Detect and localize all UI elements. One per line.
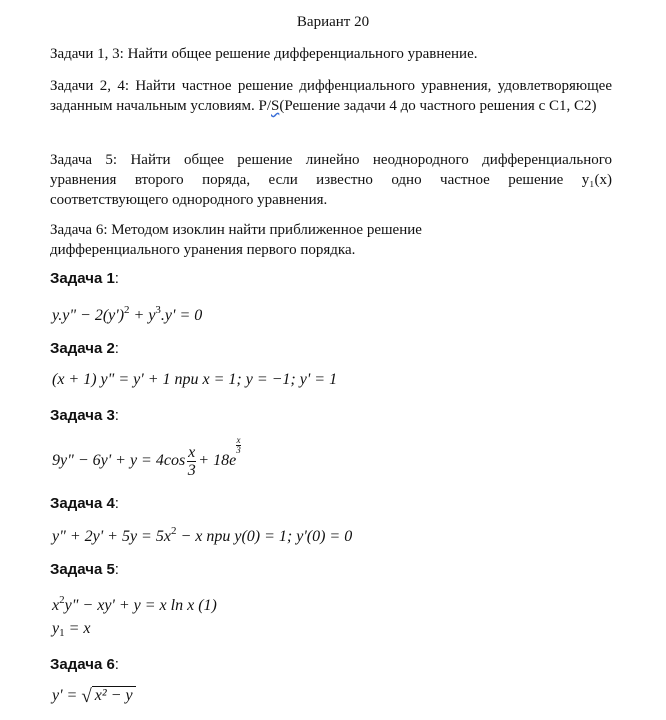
spellcheck-underlined-s: S [271, 98, 280, 114]
task-4-formula [52, 525, 352, 546]
intro-task-6-line2: дифференциального уранения первого порядка. [50, 242, 356, 258]
intro-task-6-line1: Задача 6: Методом изоклин найти приближенное решение [50, 222, 422, 238]
task-4-label: Задача 4 [50, 495, 115, 512]
task-5-heading [50, 561, 119, 578]
fraction-numerator: x [188, 443, 196, 461]
exponent-denominator: 3 [236, 445, 241, 455]
formula-part: y' = [52, 687, 82, 704]
task-2-formula [52, 371, 337, 389]
task-2-label: Задача 2 [50, 340, 115, 357]
square-root [81, 686, 135, 708]
task-1-formula [52, 304, 202, 325]
task-4-colon: : [114, 495, 119, 512]
task-5-label: Задача 5 [50, 561, 115, 578]
task-3-formula [52, 436, 241, 479]
intro-tasks-2-4 [50, 76, 612, 116]
radicand: x² − y [92, 686, 136, 705]
task-6-colon: : [114, 656, 119, 673]
formula-part: + y [129, 307, 156, 324]
formula-subscript: 1 [59, 627, 65, 639]
formula-exponent: 2 [124, 304, 130, 316]
formula-exponent: 2 [59, 594, 65, 606]
task-2-heading [50, 340, 119, 357]
formula-fraction [187, 444, 196, 479]
formula-part: x [52, 597, 60, 614]
task-2-colon: : [114, 340, 119, 357]
formula-part: + 18e [198, 452, 237, 469]
task-6-heading [50, 656, 119, 673]
task-3-colon: : [114, 407, 119, 424]
task-1-label: Задача 1 [50, 270, 115, 287]
formula-part: − x при y(0) = 1; y'(0) = 0 [176, 528, 353, 545]
task-1-heading [50, 270, 119, 287]
intro-tasks-2-4-main: Задачи 2, 4: Найти частное решение диффенциального уравнения, удовлетворяющее заданным начальным условиям. P/ [50, 78, 612, 114]
variant-title: Вариант 20 [296, 14, 370, 30]
intro-tasks-2-4-rest: (Решение задачи 4 до частного решения с С1, С2) [279, 98, 597, 114]
intro-task-6 [50, 220, 612, 260]
intro-tasks-1-3: Задачи 1, 3: Найти общее решение дифференциального уравнение. [50, 46, 478, 62]
task-1-colon: : [114, 270, 119, 287]
radical-sign: √ [81, 686, 92, 707]
task-5-particular-solution [52, 620, 91, 639]
task-6-label: Задача 6 [50, 656, 115, 673]
formula-part: 9y" − 6y' + y = 4cos [52, 452, 186, 469]
formula-part: y.y" − 2(y') [52, 307, 125, 324]
exponent-fraction [236, 436, 241, 455]
formula-part: y [52, 620, 60, 637]
formula-exponent: 3 [155, 304, 161, 316]
task-6-formula [52, 686, 136, 708]
task-3-label: Задача 3 [50, 407, 115, 424]
fraction-denominator: 3 [187, 461, 196, 479]
task-5-colon: : [114, 561, 119, 578]
intro-task-5: Задача 5: Найти общее решение линейно неоднородного дифференциального уравнения второго поряда, если известно одно частное решение y₁(x) соответствующего однородного уравнения. [50, 152, 612, 208]
exponent-numerator: x [236, 435, 241, 445]
formula-part: .y' = 0 [160, 307, 203, 324]
formula-part: y" + 2y' + 5y = 5x [52, 528, 171, 545]
task-3-heading [50, 407, 119, 424]
formula-exponent: 2 [170, 525, 177, 537]
task-4-heading [50, 495, 119, 512]
task-5-formula [52, 594, 217, 615]
formula-part: = x [64, 620, 91, 637]
formula-part: y" − xy' + y = x ln x (1) [64, 597, 217, 614]
formula-part: (x + 1) y" = y' + 1 при x = 1; y = −1; y' = 1 [52, 371, 338, 388]
